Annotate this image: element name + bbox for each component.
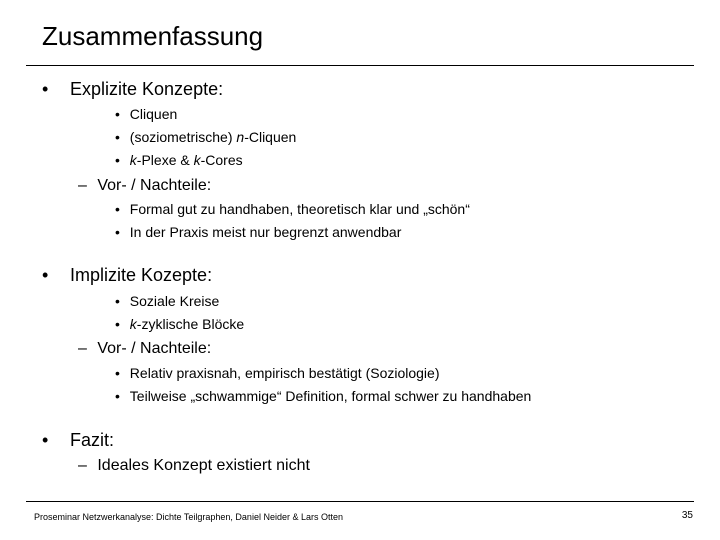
dash: – xyxy=(78,457,87,474)
list-item xyxy=(115,151,243,169)
title-divider xyxy=(26,65,694,66)
item-suffix: -Plexe & xyxy=(136,152,194,168)
list-item xyxy=(115,200,470,218)
page-number: 35 xyxy=(681,510,693,521)
section-heading: Fazit: xyxy=(70,430,115,450)
item-suffix: -Cores xyxy=(200,152,243,168)
subheading xyxy=(78,176,211,196)
item-text: Soziale Kreise xyxy=(129,293,220,309)
bullet: • xyxy=(115,293,120,309)
subheading-text: Ideales Konzept existiert nicht xyxy=(97,457,310,474)
list-item xyxy=(115,128,296,146)
list-item xyxy=(115,223,401,241)
item-suffix: -Cliquen xyxy=(244,129,297,145)
bullet: • xyxy=(115,152,120,168)
bullet: • xyxy=(115,224,120,240)
footer-text: Proseminar Netzwerkanalyse: Dichte Teilgraphen, Daniel Neider & Lars Otten xyxy=(34,512,343,522)
bullet: • xyxy=(42,79,49,99)
bullet: • xyxy=(115,201,120,217)
bullet: • xyxy=(42,265,49,285)
item-text: Formal gut zu handhaben, theoretisch klar und „schön“ xyxy=(129,201,470,217)
subheading xyxy=(78,456,310,476)
slide-title: Zusammenfassung xyxy=(42,21,264,51)
item-italic: k xyxy=(193,152,201,168)
item-text xyxy=(130,316,244,332)
section-heading: Implizite Kozepte: xyxy=(70,265,213,285)
bullet: • xyxy=(115,388,120,404)
bullet: • xyxy=(115,106,120,122)
bullet: • xyxy=(115,316,120,332)
bullet: • xyxy=(115,365,120,381)
item-text: Cliquen xyxy=(129,106,178,122)
item-text: Teilweise „schwammige“ Definition, formal schwer zu handhaben xyxy=(129,388,532,404)
item-text: In der Praxis meist nur begrenzt anwendbar xyxy=(129,224,402,240)
item-italic: k xyxy=(129,316,137,332)
subheading-text: Vor- / Nachteile: xyxy=(97,340,212,357)
item-italic: n xyxy=(236,129,245,145)
item-suffix: -zyklische Blöcke xyxy=(136,316,245,332)
list-item xyxy=(115,315,244,333)
list-item xyxy=(115,105,177,123)
section-heading: Explizite Konzepte: xyxy=(70,79,224,99)
list-item xyxy=(115,387,531,405)
list-item xyxy=(115,364,440,382)
item-italic: k xyxy=(129,152,137,168)
dash: – xyxy=(78,177,87,194)
item-text xyxy=(130,152,243,168)
item-prefix: (soziometrische) xyxy=(129,129,237,145)
bullet: • xyxy=(42,430,49,450)
subheading xyxy=(78,339,211,359)
list-item xyxy=(115,292,219,310)
bullet: • xyxy=(115,129,120,145)
item-text xyxy=(130,129,297,145)
item-text: Relativ praxisnah, empirisch bestätigt (Soziologie) xyxy=(129,365,440,381)
footer-divider xyxy=(26,501,694,502)
dash: – xyxy=(78,340,87,357)
subheading-text: Vor- / Nachteile: xyxy=(97,177,212,194)
